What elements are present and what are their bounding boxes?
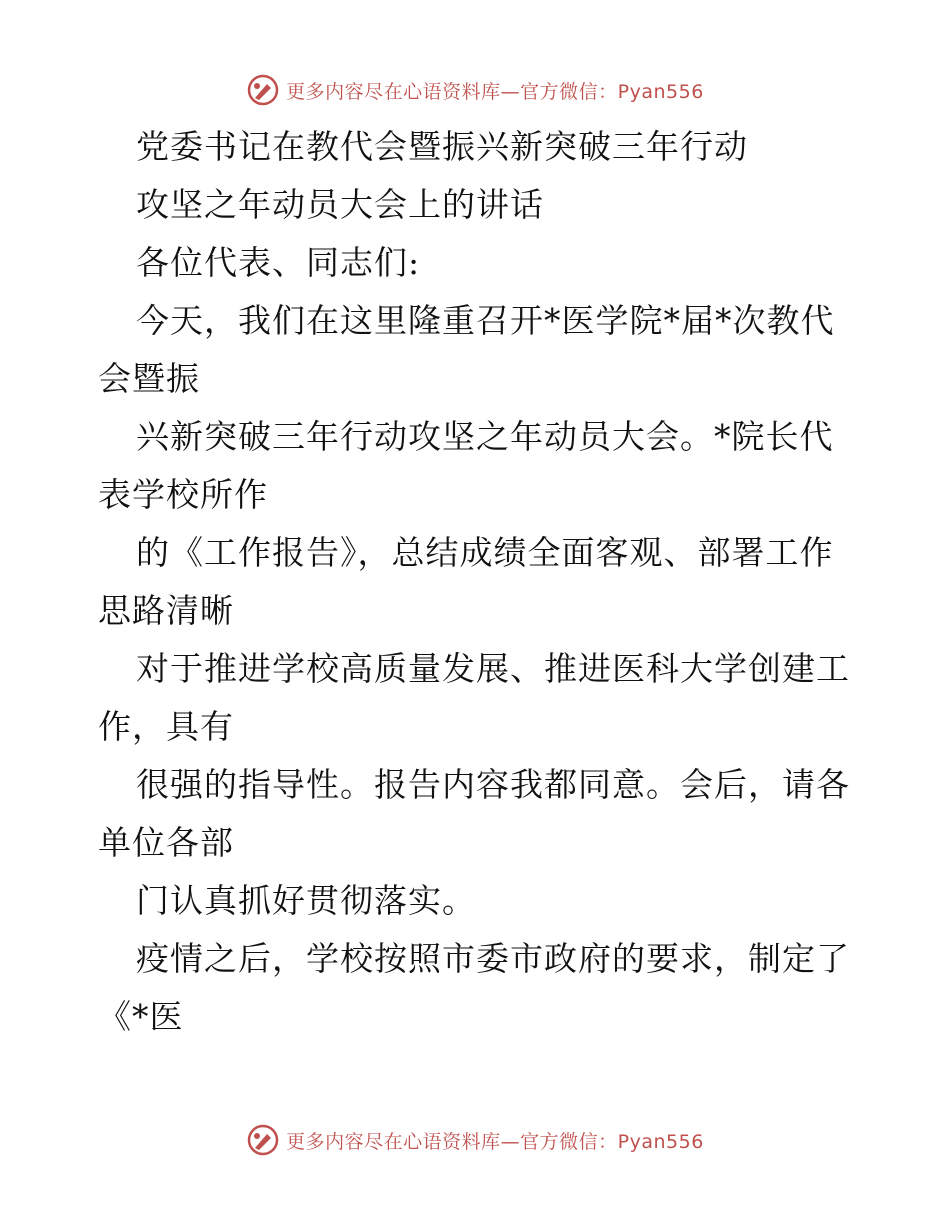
- paragraph-line: 疫情之后，学校按照市委市政府的要求，制定了: [136, 939, 850, 978]
- paragraph-line: 思路清晰: [98, 591, 234, 630]
- paragraph-line: 兴新突破三年行动攻坚之年动员大会。*院长代: [136, 417, 834, 456]
- header-banner-text: 更多内容尽在心语资料库—官方微信：Pyan556: [286, 80, 704, 103]
- document-body: [98, 118, 858, 1046]
- paragraph-line: 作，具有: [98, 707, 234, 746]
- title-line-2: 攻坚之年动员大会上的讲话: [136, 185, 544, 224]
- footer-banner: [0, 1122, 950, 1158]
- paragraph-line: 对于推进学校高质量发展、推进医科大学创建工: [136, 649, 850, 688]
- header-banner: [0, 72, 950, 108]
- paragraph-line: 《*医: [98, 997, 184, 1036]
- paragraph-line: 会暨振: [98, 359, 200, 398]
- pen-nib-logo-icon: [246, 73, 280, 107]
- paragraph-line: 门认真抓好贯彻落实。: [136, 881, 476, 920]
- paragraph-line: 表学校所作: [98, 475, 268, 514]
- salutation: 各位代表、同志们:: [136, 243, 421, 282]
- paragraph-line: 很强的指导性。报告内容我都同意。会后，请各: [136, 765, 850, 804]
- footer-banner-text: 更多内容尽在心语资料库—官方微信：Pyan556: [286, 1130, 704, 1153]
- paragraph-line: 的《工作报告》，总结成绩全面客观、部署工作: [136, 533, 834, 572]
- paragraph-line: 今天，我们在这里隆重召开*医学院*届*次教代: [136, 301, 835, 340]
- paragraph-line: 单位各部: [98, 823, 234, 862]
- title-line-1: 党委书记在教代会暨振兴新突破三年行动: [136, 127, 748, 166]
- pen-nib-logo-icon: [246, 1123, 280, 1157]
